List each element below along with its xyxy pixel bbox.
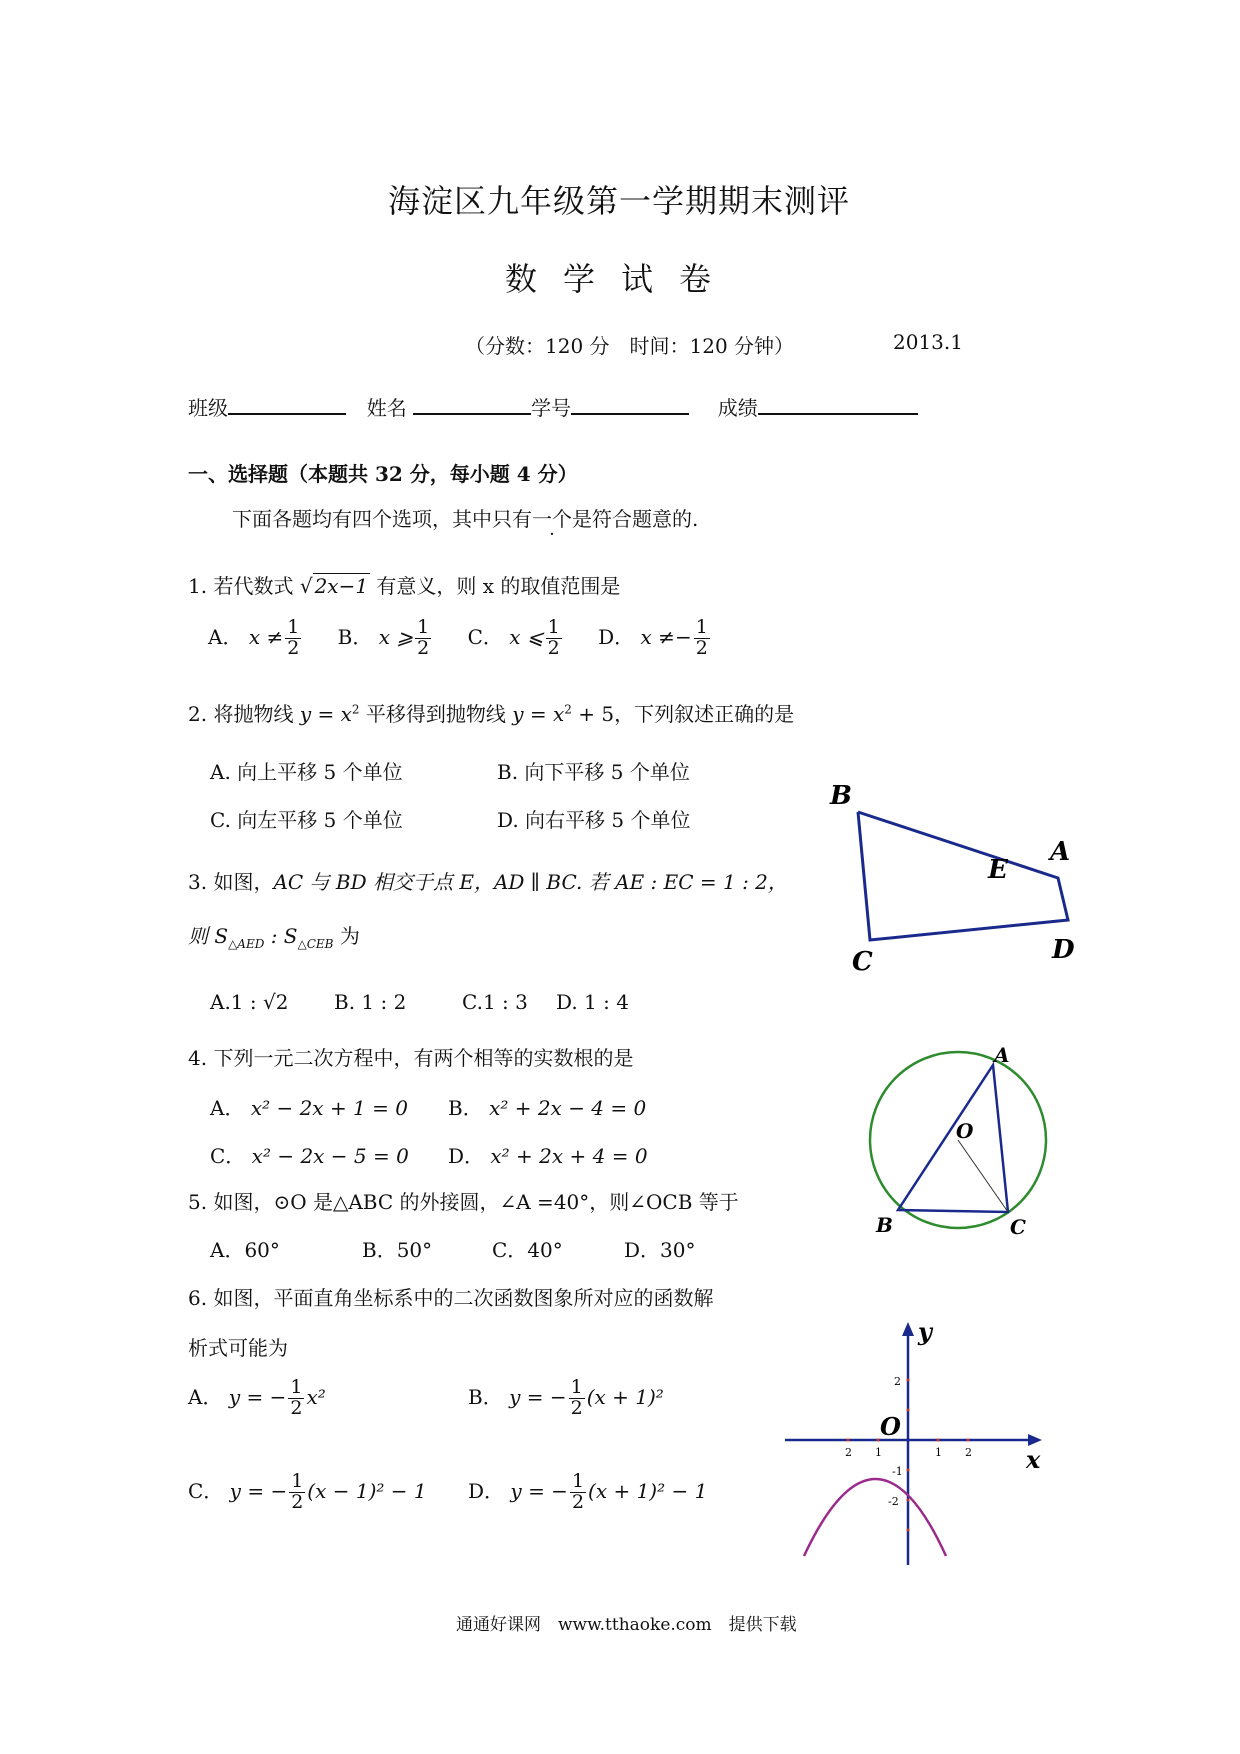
fig6-parabola [804,1479,946,1556]
figure-q3-triangles [820,770,1090,980]
q2-option-b[interactable]: B. 向下平移 5 个单位 [497,760,690,784]
question-4-stem: 4. 下列一元二次方程中，有两个相等的实数根的是 [188,1046,634,1070]
fig5-label-o: O [956,1119,974,1143]
fig6-label-y: y [918,1320,932,1346]
question-2-stem: 2. 将抛物线 $y = x^2$ 平移得到抛物线 $y = x^2 + 5$，下列叙述正确的是 [188,702,795,726]
q1-option-c[interactable]: C． x ⩽ $\frac{1}{2}$ [467,616,560,659]
question-3-stem: 3. 如图，AC 与 BD 相交于点 E，AD ∥ BC. 若 AE : EC = 1 : 2， [188,870,788,894]
q6-option-a[interactable]: A． y = − $\frac{1}{2}$ x² [188,1376,326,1419]
fig5-triangle [898,1065,1008,1212]
question-5-stem: 5. 如图，⊙O 是△ABC 的外接圆，∠A =40°，则∠OCB 等于 [188,1190,739,1214]
q3-option-c[interactable]: C.1 : 3 [462,990,528,1014]
q4-option-b[interactable]: B． x² + 2x − 4 = 0 [448,1096,647,1120]
class-blank[interactable] [228,393,346,415]
figure-q6-graph [780,1320,1060,1570]
q2-option-c[interactable]: C. 向左平移 5 个单位 [210,808,403,832]
q3-option-a[interactable]: A.1 : √2 [210,990,289,1014]
q1-option-a[interactable]: A． x ≠ $\frac{1}{2}$ [208,616,300,659]
name-label: 姓名 [366,396,407,420]
page-title: 海淀区九年级第一学期期末测评 [388,182,851,220]
q3-option-d[interactable]: D. 1 : 4 [556,990,629,1014]
fig6-tick-xm1: 1 [875,1446,882,1459]
student-fields [188,392,918,421]
q5-option-a[interactable]: A．60° [210,1238,280,1262]
sqrt-sign: √ [299,574,313,598]
fig3-label-c: C [852,947,873,977]
fig6-tick-ym1: -1 [892,1465,903,1478]
question-1-stem [188,570,620,599]
fig5-label-a: A [994,1043,1010,1067]
fig3-label-a: A [1050,837,1071,867]
q4-option-d[interactable]: D． x² + 2x + 4 = 0 [448,1144,648,1168]
q5-option-c[interactable]: C．40° [492,1238,563,1262]
q6-option-b[interactable]: B． y = − $\frac{1}{2}$ (x + 1)² [468,1376,664,1419]
instruction-post: 是符合题意的. [572,507,699,531]
fig6-label-o: O [880,1412,901,1441]
instruction-pre: 下面各题均有四个选项，其中只有 [232,507,532,531]
fig3-label-d: D [1052,935,1075,965]
fig6-label-x: x [1026,1445,1041,1474]
q1-option-d[interactable]: D． x ≠− $\frac{1}{2}$ [598,616,708,659]
q4-option-a[interactable]: A． x² − 2x + 1 = 0 [210,1096,408,1120]
page-subtitle: 数学试卷 [505,260,738,298]
id-label: 学号 [531,396,572,420]
fig3-path [858,812,1071,940]
q2-option-a[interactable]: A. 向上平移 5 个单位 [210,760,403,784]
name-blank[interactable] [413,393,531,415]
q6-option-c[interactable]: C． y = − $\frac{1}{2}$ (x − 1)² − 1 [188,1470,427,1513]
fig6-tick-x2: 2 [965,1446,972,1459]
question-6-stem-2: 析式可能为 [188,1336,288,1360]
section-heading: 一、选择题（本题共 32 分，每小题 4 分） [188,462,578,486]
q5-option-d[interactable]: D．30° [624,1238,696,1262]
exam-date: 2013.1 [893,330,963,354]
score-label: 成绩 [717,396,758,420]
fig6-y-arrow [902,1322,914,1336]
fig6-tick-ym2: -2 [888,1495,899,1508]
fig6-tick-x1: 1 [935,1446,942,1459]
page-footer: 通通好课网 www.tthaoke.com 提供下载 [456,1615,797,1635]
fig5-label-c: C [1010,1215,1026,1239]
id-blank[interactable] [571,393,689,415]
q1-pre: 1. 若代数式 [188,574,294,598]
fig6-tick-y2: 2 [894,1375,901,1388]
figure-q5-circle [858,1040,1058,1240]
q1-post: 有意义，则 x 的取值范围是 [376,574,621,598]
instruction-emphasis: 一个 [532,507,572,531]
fig3-label-e: E [988,855,1008,885]
q1-option-b[interactable]: B． x ⩾ $\frac{1}{2}$ [337,616,430,659]
q6-option-d[interactable]: D． y = − $\frac{1}{2}$ (x + 1)² − 1 [468,1470,708,1513]
fig5-label-b: B [876,1213,893,1237]
question-1-options [208,618,740,659]
class-label: 班级 [188,396,228,420]
score-blank[interactable] [758,393,918,415]
q5-option-b[interactable]: B．50° [362,1238,433,1262]
q2-option-d[interactable]: D. 向右平移 5 个单位 [497,808,691,832]
exam-info: （分数：120 分 时间：120 分钟） [465,334,795,358]
section-instruction [232,503,698,532]
fig3-label-b: B [830,781,852,811]
question-6-stem: 6. 如图，平面直角坐标系中的二次函数图象所对应的函数解 [188,1286,714,1310]
fig6-tick-xm2: 2 [845,1446,852,1459]
q1-radicand: 2x−1 [314,574,369,598]
q4-option-c[interactable]: C． x² − 2x − 5 = 0 [210,1144,409,1168]
q3-option-b[interactable]: B. 1 : 2 [334,990,407,1014]
question-3-stem-2: 则 $S_{\triangle AED}$ : $S_{\triangle CEB}$ 为 [188,924,360,951]
